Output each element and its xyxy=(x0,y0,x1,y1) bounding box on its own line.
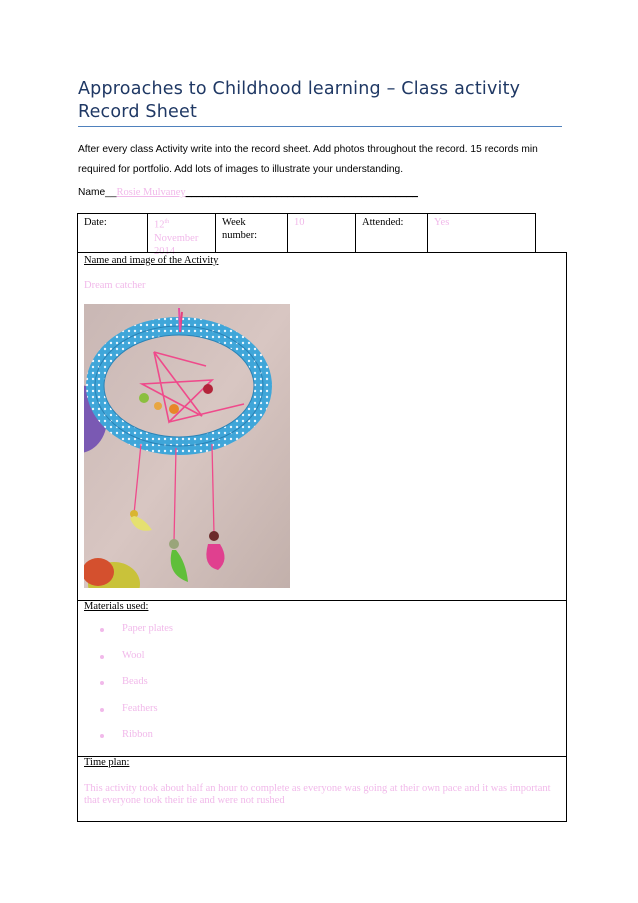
name-underline: _________________________________________ xyxy=(185,187,418,198)
attended-label-cell xyxy=(356,214,428,252)
session-info-table xyxy=(77,213,536,257)
name-field[interactable] xyxy=(78,186,568,200)
time-plan-section-label: Time plan: xyxy=(84,757,130,768)
activity-name[interactable]: Dream catcher xyxy=(84,280,146,291)
time-plan-text[interactable]: This activity took about half an hour to complete as everyone was going at their own pace and it was important that everyone took their tie and were not rushed xyxy=(84,783,551,806)
attended-value: Yes xyxy=(434,217,450,228)
date-rest: November 2014 xyxy=(154,232,199,257)
date-day: 12 xyxy=(154,219,165,231)
week-value-cell[interactable] xyxy=(288,214,356,252)
section-divider xyxy=(78,756,566,757)
bullet-icon xyxy=(100,655,104,659)
materials-section-label: Materials used: xyxy=(84,601,149,612)
dream-catcher-photo xyxy=(84,304,290,588)
activity-section-label: Name and image of the Activity xyxy=(84,255,219,266)
week-value: 10 xyxy=(294,217,305,228)
attended-value-cell[interactable] xyxy=(428,214,535,252)
bullet-icon xyxy=(100,628,104,632)
date-label: Date: xyxy=(84,217,107,228)
page-title: Approaches to Childhood learning – Class activity Record Sheet xyxy=(78,79,521,122)
name-label: Name__ xyxy=(78,187,117,198)
section-divider xyxy=(78,600,566,601)
date-value-cell[interactable] xyxy=(148,214,216,257)
bullet-icon xyxy=(100,681,104,685)
activity-record-table: Name and image of the Activity Dream catcher Materials used: Paper plates Wool Beads Feathers Ribbon Time plan: This activity took about half an hour to complete as everyone was going at their own pace and it was important that everyone took their tie and were not rushed xyxy=(77,252,567,822)
week-label: Week number: xyxy=(222,217,257,241)
week-label-cell xyxy=(216,214,288,252)
instructions: After every class Activity write into the record sheet. Add photos throughout the record. 15 records min required for portfolio. Add lots of images to illustrate your understanding. xyxy=(78,144,538,175)
attended-label: Attended: xyxy=(362,217,404,228)
date-suffix: th xyxy=(164,219,170,225)
bullet-icon xyxy=(100,734,104,738)
bullet-icon xyxy=(100,708,104,712)
date-label-cell xyxy=(78,214,148,252)
name-value: Rosie Mulvaney xyxy=(116,187,186,198)
title-divider xyxy=(78,126,562,127)
